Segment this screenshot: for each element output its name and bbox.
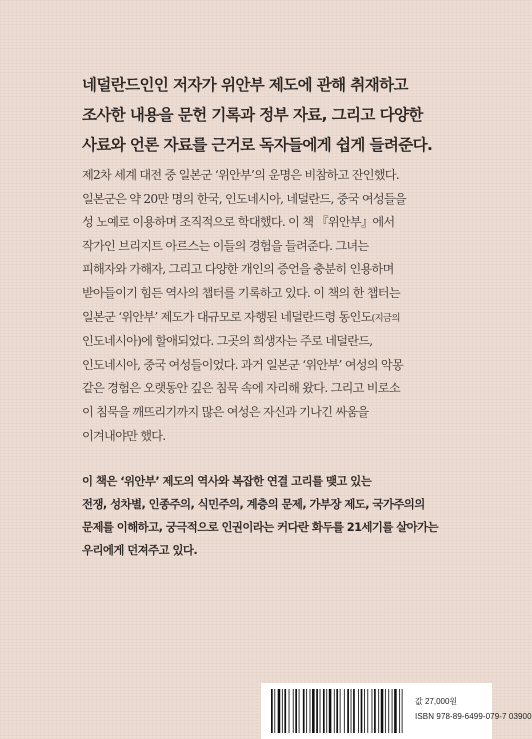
isbn-label: ISBN 978-89-6499-079-7 03900: [415, 712, 532, 721]
lead-line: 네덜란드인인 저자가 위안부 제도에 관해 취재하고: [82, 76, 408, 94]
body-line: 제2차 세계 대전 중 일본군 ‘위안부’의 운명은 비참하고 잔인했다.: [82, 168, 399, 182]
body-line: 성 노예로 이용하며 조직적으로 학대했다. 이 책 『위안부』에서: [82, 215, 395, 230]
price-label: 값 27,000원: [415, 697, 458, 706]
body-line: 이 침묵을 깨뜨리기까지 많은 여성은 자신과 기나긴 싸움을: [82, 404, 369, 419]
body-line: 일본군은 약 20만 명의 한국, 인도네시아, 네덜란드, 중국 여성들을: [82, 191, 406, 206]
closing-line: 이 책은 ‘위안부’ 제도의 역사와 복잡한 연결 고리를 맺고 있는: [82, 474, 372, 488]
lead-line: 조사한 내용을 문헌 기록과 정부 자료, 그리고 다양한: [82, 106, 423, 124]
barcode-icon: [269, 689, 409, 733]
closing-paragraph: [82, 470, 439, 562]
lead-line: 사료와 언론 자료를 근거로 독자들에게 쉽게 들려준다.: [82, 136, 433, 154]
closing-line: 문제를 이해하고, 궁극적으로 인권이라는 커다란 화두를 21세기를 살아가는: [82, 520, 439, 534]
closing-line: 우리에게 던져주고 있다.: [82, 543, 198, 557]
body-line: 인도네시아, 중국 여성들이었다. 과거 일본군 ‘위안부’ 여성의 악몽: [82, 357, 403, 372]
body-text-segment: 일본군 ‘위안부’ 제도가 대규모로 자행된 네덜란드령 동인도: [82, 309, 372, 324]
body-line: [82, 306, 422, 331]
closing-line: 전쟁, 성차별, 인종주의, 식민주의, 계층의 문제, 가부장 제도, 국가주의의: [82, 497, 425, 511]
barcode-panel: [261, 683, 532, 739]
body-small-note: (지금의: [371, 312, 400, 324]
lead-paragraph: [82, 70, 433, 160]
body-line: 받아들이기 힘든 역사의 챕터를 기록하고 있다. 이 책의 한 챕터는: [82, 285, 400, 300]
body-line: 같은 경험은 오랫동안 깊은 침묵 속에 자리해 왔다. 그리고 비로소: [82, 381, 400, 396]
body-line: 인도네시아)에 할애되었다. 그곳의 희생자는 주로 네덜란드,: [82, 334, 373, 349]
body-paragraph: [82, 164, 422, 448]
body-line: 피해자와 가해자, 그리고 다양한 개인의 증언을 충분히 인용하며: [82, 262, 394, 277]
body-line: 작가인 브리지트 아르스는 이들의 경험을 들려준다. 그녀는: [82, 238, 369, 253]
body-line: 이겨내야만 했다.: [82, 428, 166, 443]
